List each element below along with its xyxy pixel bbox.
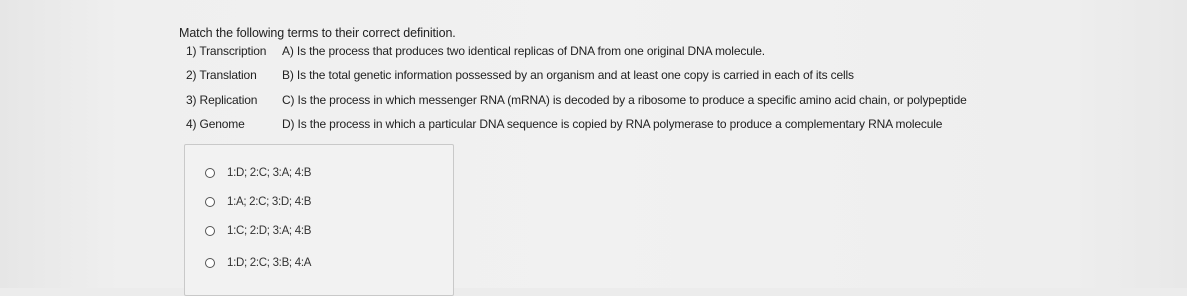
radio-circle-icon[interactable]: [205, 197, 215, 207]
answer-option-label: 1:C; 2:D; 3:A; 4:B: [227, 225, 312, 237]
radio-circle-icon[interactable]: [205, 168, 215, 178]
answer-options-box: [184, 144, 454, 296]
question-prompt: Match the following terms to their correct definition.: [179, 26, 456, 40]
answer-option-label: 1:A; 2:C; 3:D; 4:B: [227, 196, 312, 208]
radio-circle-icon[interactable]: [205, 226, 215, 236]
term-3: 3) Replication: [186, 93, 258, 107]
answer-option-label: 1:D; 2:C; 3:A; 4:B: [227, 167, 312, 179]
answer-option-3[interactable]: [205, 225, 311, 237]
definition-d: D) Is the process in which a particular DNA sequence is copied by RNA polymerase to produce a complementary RNA molecule: [282, 117, 943, 131]
answer-option-4[interactable]: [205, 257, 311, 269]
term-4: 4) Genome: [186, 117, 245, 131]
term-1: 1) Transcription: [186, 44, 267, 58]
definition-c: C) Is the process in which messenger RNA (mRNA) is decoded by a ribosome to produce a specific amino acid chain, or polypeptide: [282, 93, 967, 107]
answer-option-2[interactable]: [205, 196, 311, 208]
definition-b: B) Is the total genetic information possessed by an organism and at least one copy is carried in each of its cells: [282, 68, 854, 82]
definition-a: A) Is the process that produces two identical replicas of DNA from one original DNA molecule.: [282, 44, 765, 58]
radio-circle-icon[interactable]: [205, 258, 215, 268]
term-2: 2) Translation: [186, 68, 257, 82]
answer-option-label: 1:D; 2:C; 3:B; 4:A: [227, 257, 312, 269]
answer-option-1[interactable]: [205, 167, 311, 179]
